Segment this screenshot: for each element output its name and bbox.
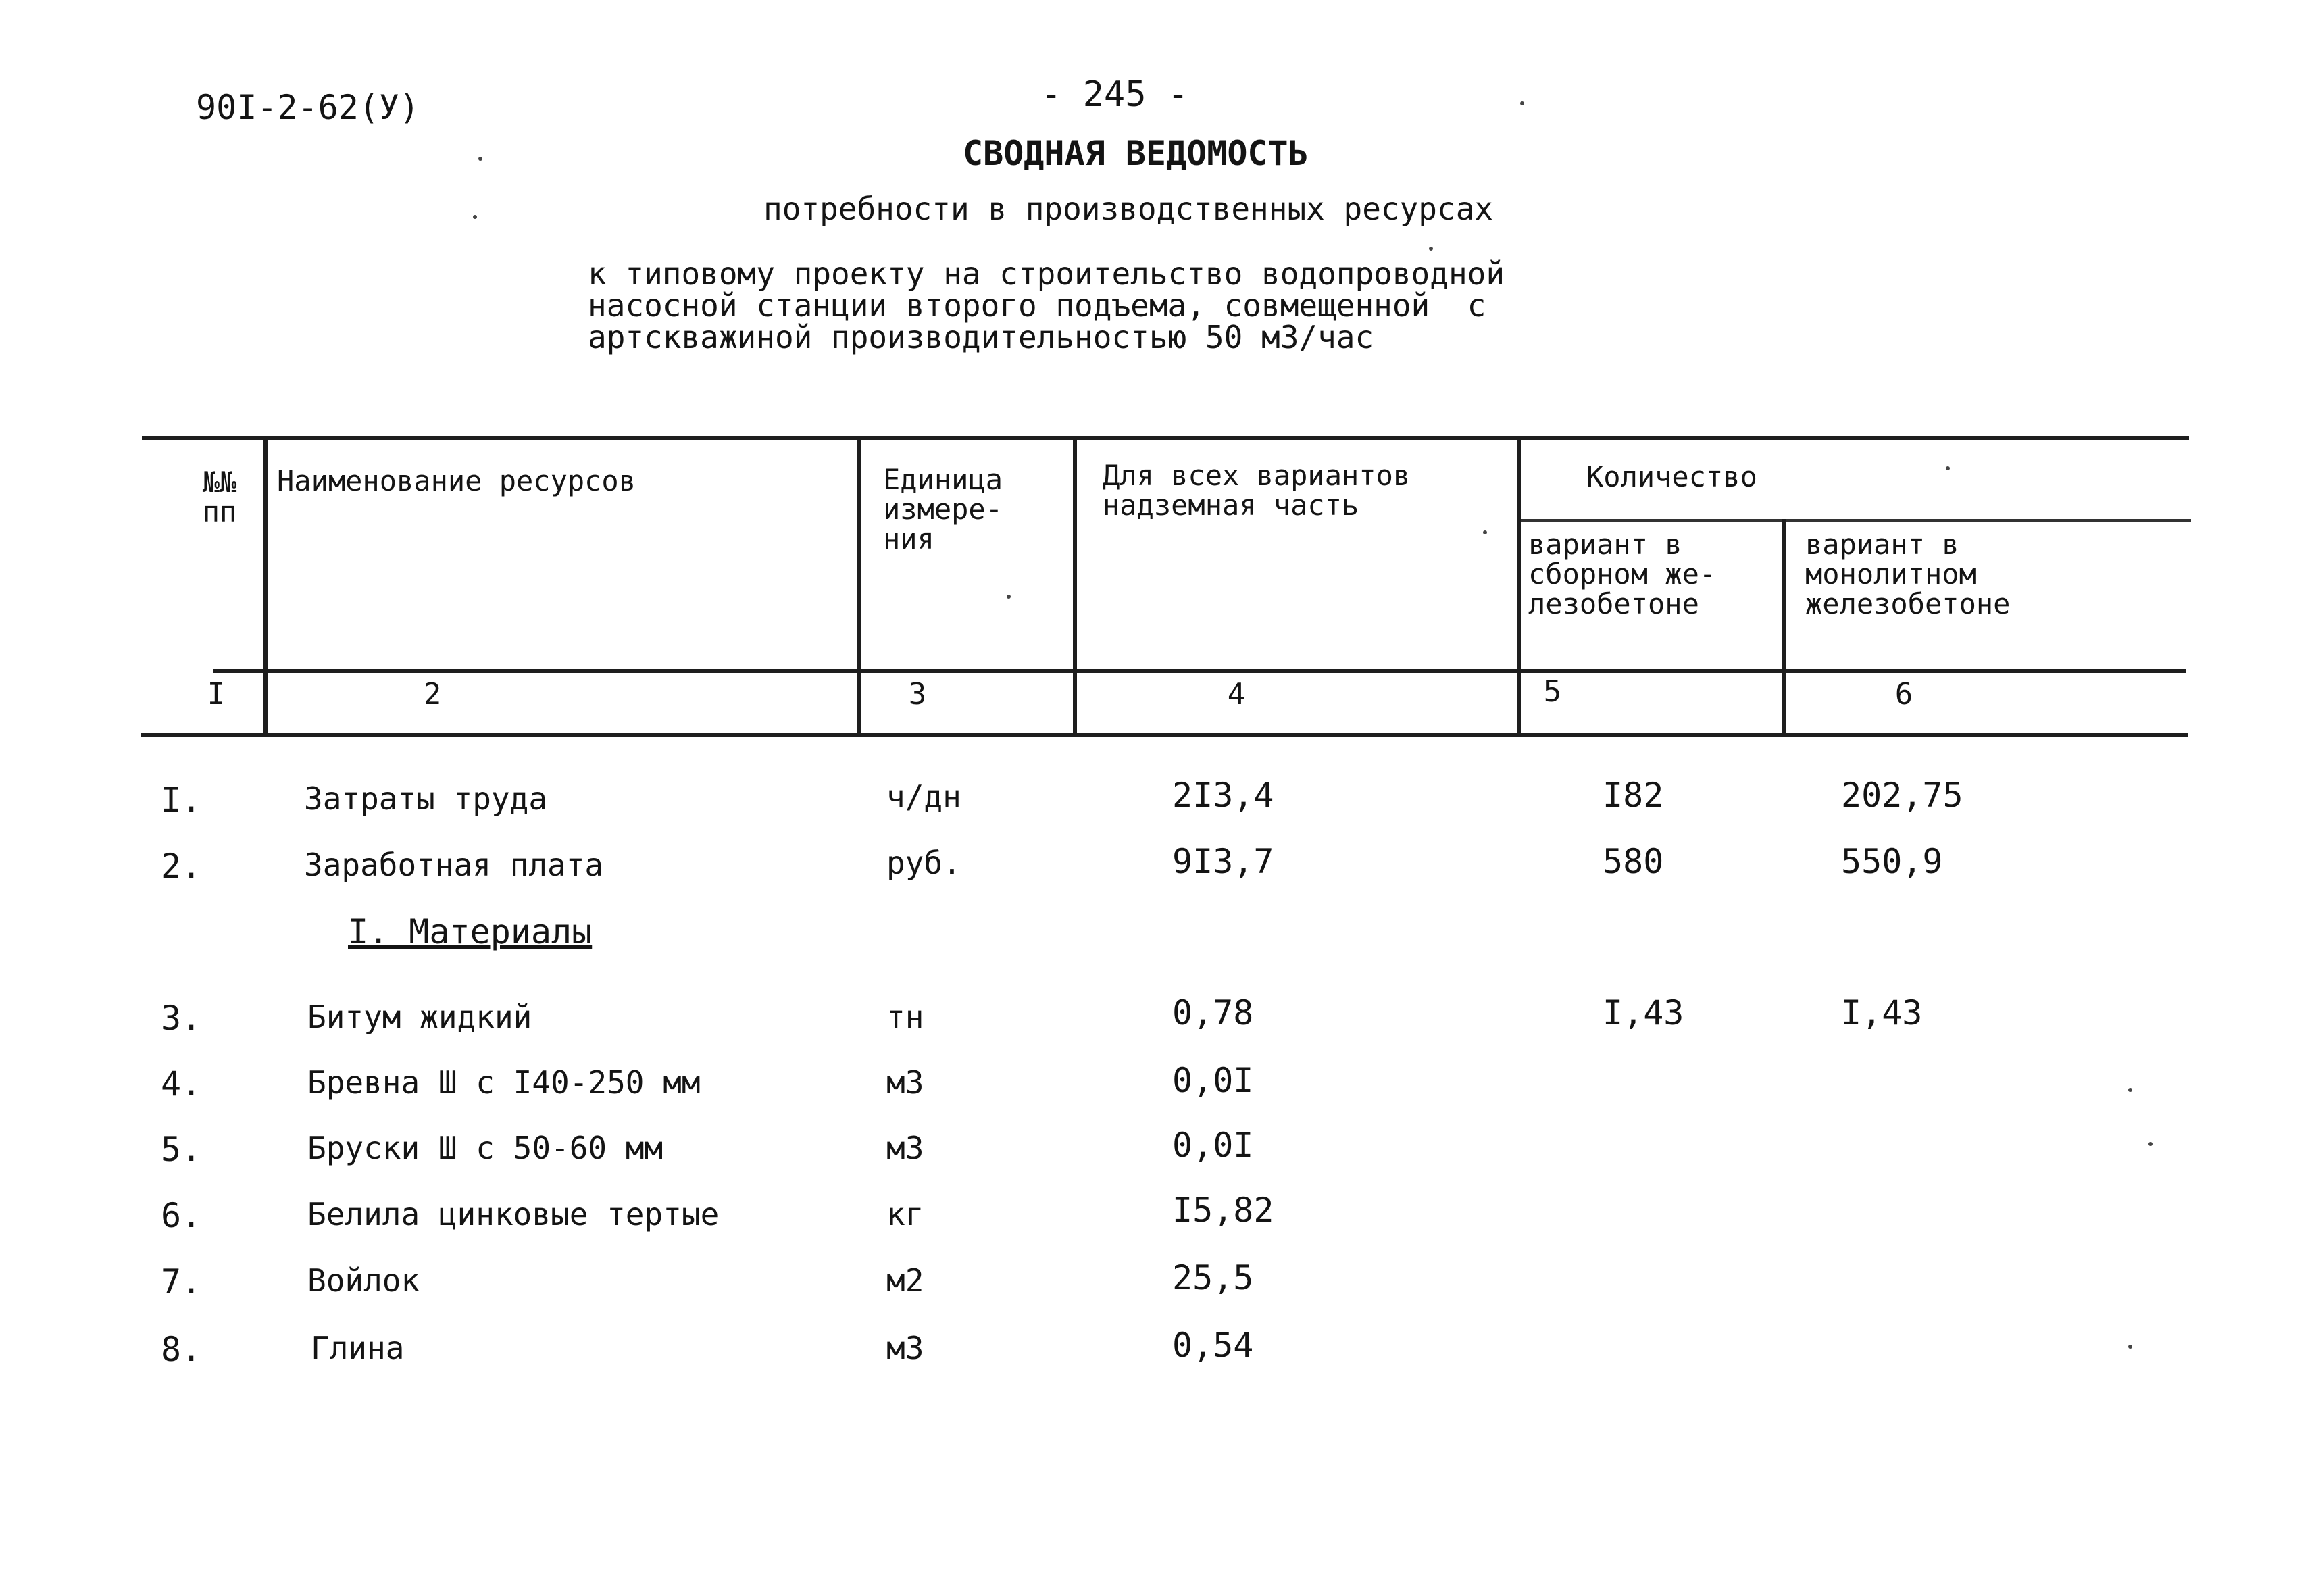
table-row-number: 6. [161, 1196, 202, 1235]
column-number-5: 5 [1543, 674, 1562, 709]
column-divider-2 [857, 436, 861, 737]
column-divider-4 [1517, 436, 1521, 737]
section-materials: I. Материалы [348, 912, 593, 951]
table-row-name: Бревна Ш с I40-250 мм [307, 1064, 701, 1101]
scan-speck [2128, 1345, 2132, 1349]
header-variant-prefab: вариант в сборном же- лезобетоне [1528, 528, 1717, 620]
document-subtitle: потребности в производственных ресурсах [763, 191, 1494, 227]
scan-speck [478, 157, 482, 161]
column-divider-1 [263, 436, 268, 737]
scan-speck [1483, 530, 1487, 534]
header-quantity: Количество [1586, 460, 1757, 493]
table-row-number: 8. [161, 1330, 202, 1369]
table-row-variant-prefab: I,43 [1603, 993, 1684, 1032]
column-divider-5 [1782, 519, 1786, 737]
table-row-unit: кг [886, 1196, 924, 1232]
column-numbers-bottom-rule [141, 733, 2188, 737]
table-row-number: 4. [161, 1064, 202, 1103]
column-divider-3 [1073, 436, 1077, 737]
document-title: СВОДНАЯ ВЕДОМОСТЬ [963, 134, 1309, 173]
table-row-number: 2. [161, 847, 202, 886]
scan-speck [1007, 595, 1011, 599]
column-number-1: I [207, 677, 226, 712]
table-row-unit: м3 [886, 1330, 924, 1366]
table-row-all-variants: 0,54 [1172, 1326, 1254, 1365]
column-number-3: 3 [908, 677, 927, 712]
table-row-number: 5. [161, 1130, 202, 1169]
scan-speck [1429, 247, 1433, 251]
scan-speck [2148, 1142, 2153, 1146]
scan-speck [1946, 466, 1950, 470]
header-bottom-rule [213, 669, 2186, 673]
column-number-4: 4 [1227, 677, 1246, 712]
table-row-variant-prefab: I82 [1603, 776, 1664, 815]
table-row-variant-monolith: 550,9 [1841, 842, 1943, 881]
table-row-unit: ч/дн [886, 778, 961, 815]
table-row-all-variants: 25,5 [1172, 1258, 1254, 1297]
table-row-name: Войлок [307, 1262, 420, 1299]
scan-speck [2128, 1088, 2132, 1092]
table-row-variant-prefab: 580 [1603, 842, 1664, 881]
table-row-all-variants: 0,78 [1172, 993, 1254, 1032]
table-row-variant-monolith: I,43 [1841, 993, 1923, 1032]
table-row-name: Заработная плата [304, 847, 604, 883]
table-top-rule [142, 436, 2189, 440]
header-variant-monolith: вариант в монолитном железобетоне [1805, 528, 2011, 620]
document-description: к типовому проекту на строительство водопроводной насосной станции второго подъема, совмещенной с артскважиной производительностью 50 м3/час [588, 255, 1505, 355]
table-row-name: Белила цинковые тертые [307, 1196, 720, 1232]
table-row-all-variants: I5,82 [1172, 1191, 1274, 1230]
table-row-number: 3. [161, 999, 202, 1038]
table-row-name: Глина [311, 1330, 405, 1366]
table-row-unit: руб. [886, 845, 961, 881]
table-row-all-variants: 0,0I [1172, 1126, 1254, 1165]
document-code: 90I-2-62(У) [196, 88, 420, 127]
table-row-unit: м3 [886, 1064, 924, 1101]
table-row-unit: тн [886, 999, 924, 1035]
header-unit: Единица измере- ния [883, 463, 1003, 555]
scan-speck [1520, 101, 1524, 105]
page-number: - 245 - [1040, 74, 1189, 115]
quantity-header-rule [1519, 519, 2191, 522]
scan-speck [473, 215, 477, 219]
table-row-number: I. [161, 780, 202, 820]
table-row-all-variants: 9I3,7 [1172, 842, 1274, 881]
table-row-name: Бруски Ш с 50-60 мм [307, 1130, 663, 1166]
header-all-variants: Для всех вариантов надземная часть [1103, 459, 1411, 522]
header-name: Наименование ресурсов [277, 464, 636, 497]
table-row-number: 7. [161, 1262, 202, 1301]
column-number-2: 2 [423, 677, 442, 712]
column-number-6: 6 [1894, 677, 1913, 712]
table-row-unit: м3 [886, 1130, 924, 1166]
table-row-variant-monolith: 202,75 [1841, 776, 1963, 815]
header-num: №№ пп [202, 466, 237, 528]
table-row-all-variants: 0,0I [1172, 1061, 1254, 1100]
table-row-name: Затраты труда [304, 780, 548, 817]
table-row-name: Битум жидкий [307, 999, 532, 1035]
table-row-unit: м2 [886, 1262, 924, 1299]
table-row-all-variants: 2I3,4 [1172, 776, 1274, 815]
